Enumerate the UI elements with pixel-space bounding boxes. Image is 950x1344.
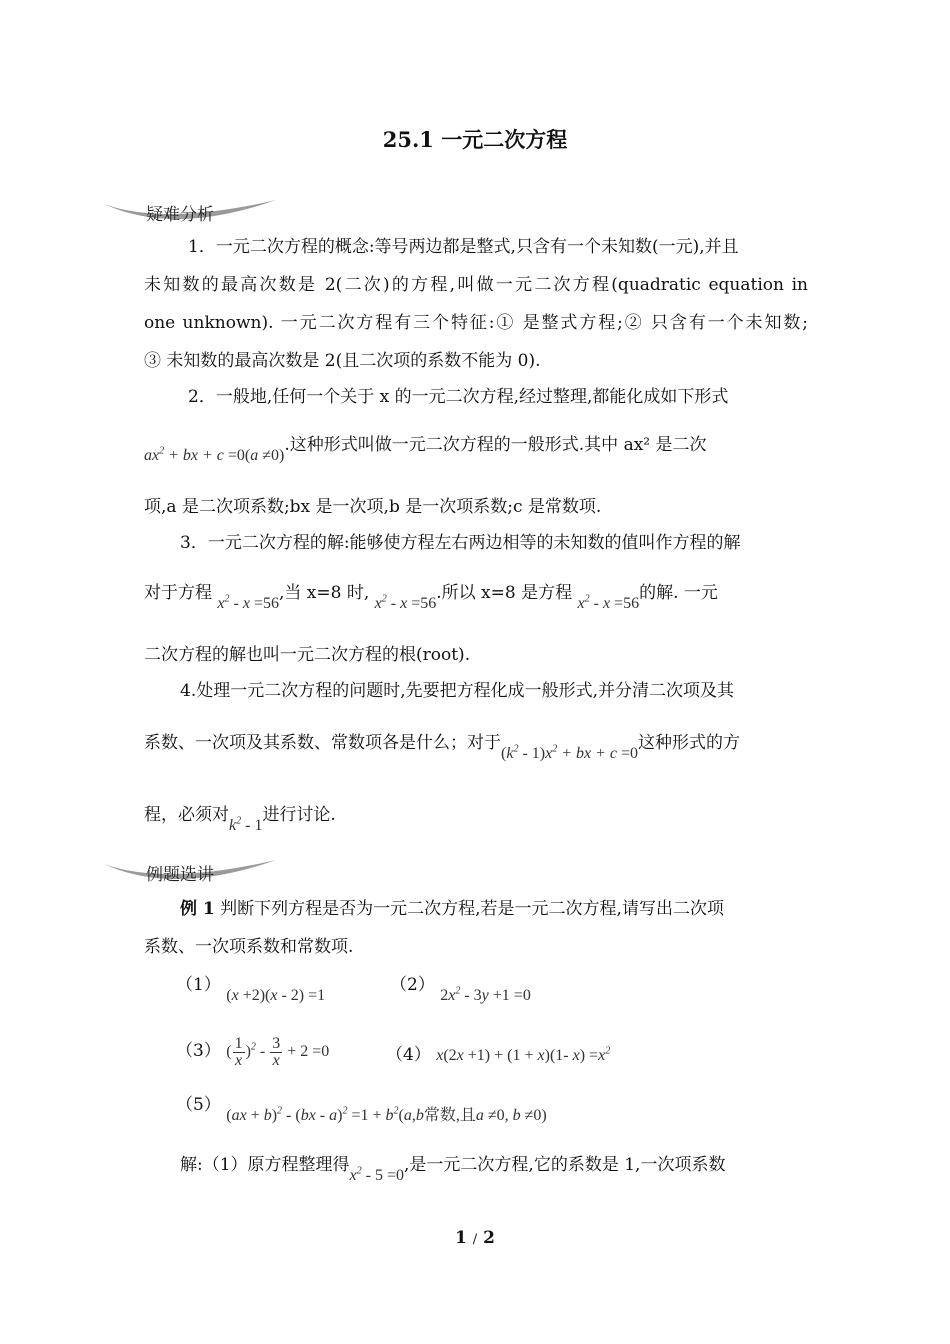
- p2-line3: 项,a 是二次项系数;bx 是一次项,b 是一次项系数;c 是常数项.: [144, 497, 602, 517]
- p2-line2-text: .这种形式叫做一元二次方程的一般形式.其中 ax² 是二次: [284, 435, 707, 455]
- page-current: 1: [455, 1228, 467, 1248]
- p1-line1: 1．一元二次方程的概念:等号两边都是整式,只含有一个未知数(一元),并且: [188, 237, 739, 257]
- example-item-4: [386, 1040, 610, 1065]
- p3-text-c: .所以 x=8 是方程: [436, 583, 573, 603]
- expression-k2-minus-1: $k^2 - 1$: [229, 815, 263, 834]
- p1-line4: ③ 未知数的最高次数是 2(且二次项的系数不能为 0).: [144, 351, 541, 371]
- example1-text: 判断下列方程是否为一元二次方程,若是一元二次方程,请写出二次项: [220, 899, 724, 919]
- p2-line2: [144, 430, 808, 464]
- item-number: （1）: [176, 975, 221, 995]
- example1-line1: [180, 894, 808, 919]
- example-item-2: [390, 970, 531, 1004]
- example-item-3: [176, 1036, 329, 1069]
- equation-5: $(ax + b)^2 - (bx - a)^2 =1 + b^2(a,b$常数,且a ≠0, b ≠0): [226, 1105, 547, 1124]
- solution-line: [180, 1150, 808, 1184]
- solution-text-a: 解:（1）原方程整理得: [180, 1155, 350, 1175]
- p4-text-b: 这种形式的方: [638, 733, 741, 753]
- p4-text-a: 系数、一次项及其系数、常数项各是什么；对于: [144, 733, 501, 753]
- item-number: （5）: [176, 1095, 221, 1115]
- example1-line2: 系数、一次项系数和常数项.: [144, 937, 354, 957]
- p4-text-d: 进行讨论.: [262, 805, 336, 825]
- p3-text-a: 对于方程: [144, 583, 212, 603]
- p3-line2: [144, 578, 808, 612]
- p3-line3: 二次方程的解也叫一元二次方程的根(root).: [144, 645, 471, 665]
- equation-k2-general: $(k^2 - 1)x^2$ + bx + c =0: [501, 743, 639, 762]
- general-form-formula: $ax^2$ + bx + c =0(a ≠0): [144, 445, 285, 464]
- section-label: 疑难分析: [146, 205, 214, 225]
- p1-line3: one unknown). 一元二次方程有三个特征:① 是整式方程;② 只含有一个未知数;: [144, 313, 808, 333]
- item-number: （3）: [176, 1041, 221, 1062]
- item-number: （2）: [390, 975, 435, 995]
- equation-x2-x-56-b: $x^2 - x =56$: [374, 593, 437, 612]
- p4-line1: 4.处理一元二次方程的问题时,先要把方程化成一般形式,并分清二次项及其: [180, 681, 735, 701]
- p1-line2: 未知数的最高次数是 2(二次)的方程,叫做一元二次方程(quadratic equation in: [144, 275, 808, 295]
- p2-line1: 2．一般地,任何一个关于 x 的一元二次方程,经过整理,都能化成如下形式: [188, 387, 729, 407]
- page-number: [0, 1228, 950, 1248]
- equation-x2-x-56-c: $x^2 - x =56$: [577, 593, 640, 612]
- p3-text-b: ,当 x=8 时,: [278, 583, 370, 603]
- page-separator: /: [472, 1232, 478, 1247]
- section-label: 例题选讲: [146, 865, 214, 885]
- example-item-1: [176, 970, 326, 1004]
- p4-line3: [144, 800, 808, 834]
- equation-2: $2x^2 - 3y +1 =0$: [440, 985, 531, 1004]
- equation-x2-x-56-a: $x^2 - x =56$: [217, 593, 279, 612]
- example-item-5: [176, 1090, 547, 1124]
- equation-x2-minus-5: $x^2 - 5 =0$: [349, 1165, 405, 1184]
- solution-text-b: ,是一元二次方程,它的系数是 1,一次项系数: [404, 1155, 726, 1175]
- p3-text-d: 的解. 一元: [639, 583, 718, 603]
- eq5-text: 常数,且: [423, 1107, 476, 1124]
- page-total: 2: [483, 1228, 495, 1248]
- p4-text-c: 程，必须对: [144, 805, 229, 825]
- p4-line2: [144, 728, 808, 762]
- item-number: （4）: [386, 1045, 431, 1065]
- equation-3: ( $\frac{1}{x}$ )$^2$ - $\frac{3}{x}$ + 2 =0: [226, 1035, 330, 1069]
- equation-4: x(2x +1) + (1 + x)(1- $x) =x^2$: [436, 1045, 611, 1064]
- p3-line1: 3．一元二次方程的解:能够使方程左右两边相等的未知数的值叫作方程的解: [180, 533, 741, 553]
- example-label: 例 1: [180, 899, 215, 919]
- equation-1: (x +2)(x - 2) =1: [226, 987, 326, 1004]
- page-title: 25.1 一元二次方程: [382, 127, 568, 152]
